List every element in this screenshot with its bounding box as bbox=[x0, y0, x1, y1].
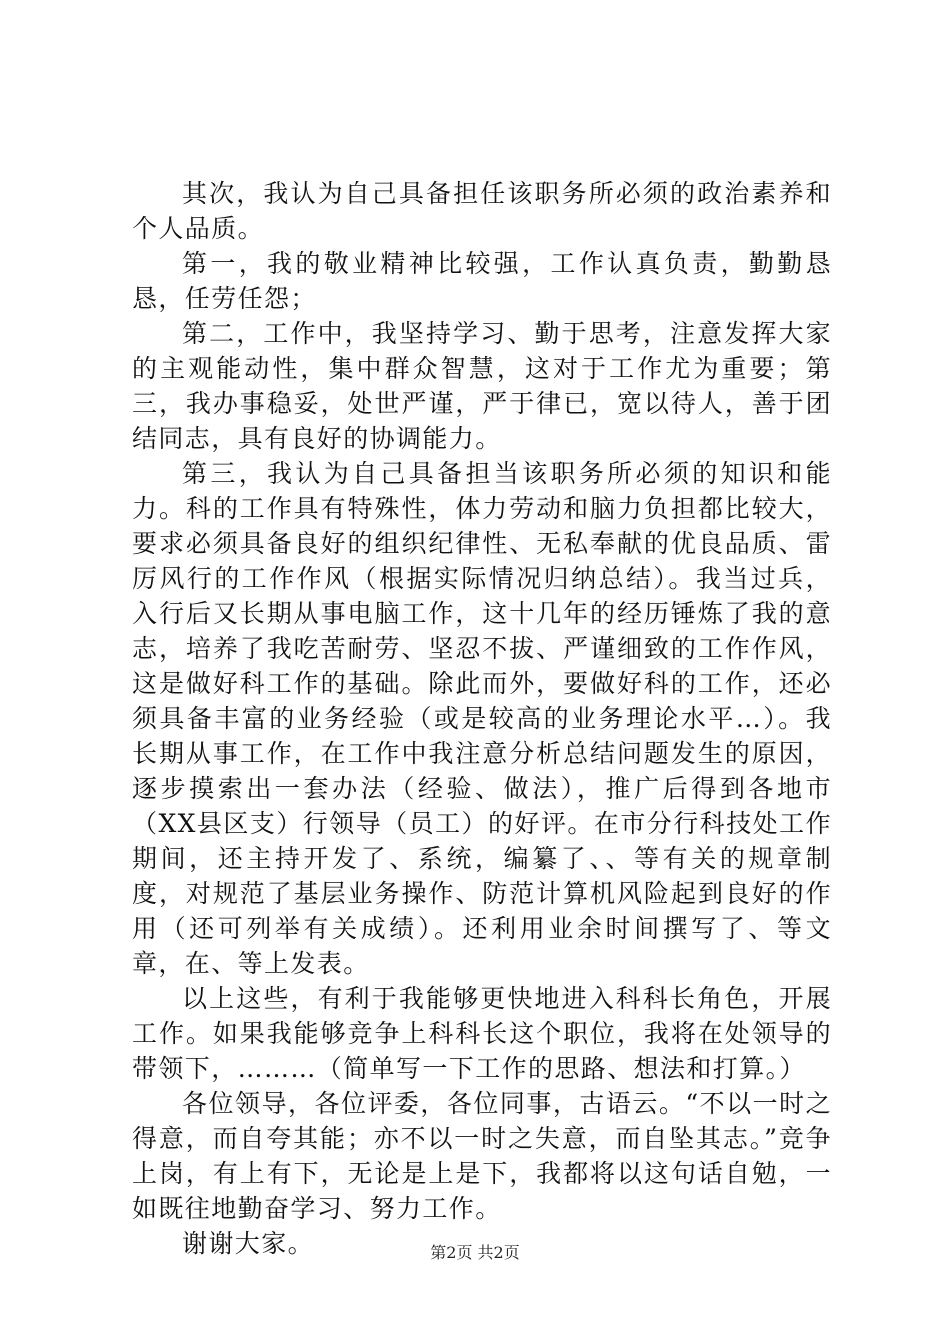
document-body bbox=[132, 176, 832, 1261]
paragraph-point-one: 第一，我的敬业精神比较强，工作认真负责，勤勤恳恳，任劳任怨； bbox=[132, 249, 832, 313]
paragraph-closing-quote: 各位领导，各位评委，各位同事，古语云。“不以一时之得意，而自夸其能；亦不以一时之失意，而自坠其志。”竞争上岗，有上有下，无论是上是下，我都将以这句话自勉，一如既往地勤奋学习、努力工作。 bbox=[132, 1089, 832, 1223]
page-number-footer: 第2页 共2页 bbox=[430, 1243, 520, 1262]
paragraph-summary: 以上这些，有利于我能够更快地进入科科长角色，开展工作。如果我能够竞争上科科长这个职位，我将在处领导的带领下，………（简单写一下工作的思路、想法和打算。） bbox=[132, 984, 832, 1083]
paragraph-political-quality: 其次，我认为自己具备担任该职务所必须的政治素养和个人品质。 bbox=[132, 179, 832, 243]
paragraph-knowledge-ability: 第三，我认为自己具备担当该职务所必须的知识和能力。科的工作具有特殊性，体力劳动和脑力负担都比较大，要求必须具备良好的组织纪律性、无私奉献的优良品质、雷厉风行的工作作风（根据实际情况归纳总结）。我当过兵，入行后又长期从事电脑工作，这十几年的经历锤炼了我的意志，培养了我吃苦耐劳、坚忍不拔、严谨细致的工作作风，这是做好科工作的基础。除此而外，要做好科的工作，还必须具备丰富的业务经验（或是较高的业务理论水平…）。我长期从事工作，在工作中我注意分析总结问题发生的原因，逐步摸索出一套办法（经验、做法），推广后得到各地市（XX县区支）行领导（员工）的好评。在市分行科技处工作期间，还主持开发了、系统，编纂了、、等有关的规章制度，对规范了基层业务操作、防范计算机风险起到良好的作用（还可列举有关成绩）。还利用业余时间撰写了、等文章，在、等上发表。 bbox=[132, 459, 832, 978]
paragraph-thanks: 谢谢大家。 bbox=[182, 1229, 315, 1258]
paragraph-point-two: 第二，工作中，我坚持学习、勤于思考，注意发挥大家的主观能动性，集中群众智慧，这对于工作尤为重要；第三，我办事稳妥，处世严谨，严于律已，宽以待人，善于团结同志，具有良好的协调能力。 bbox=[132, 319, 832, 453]
